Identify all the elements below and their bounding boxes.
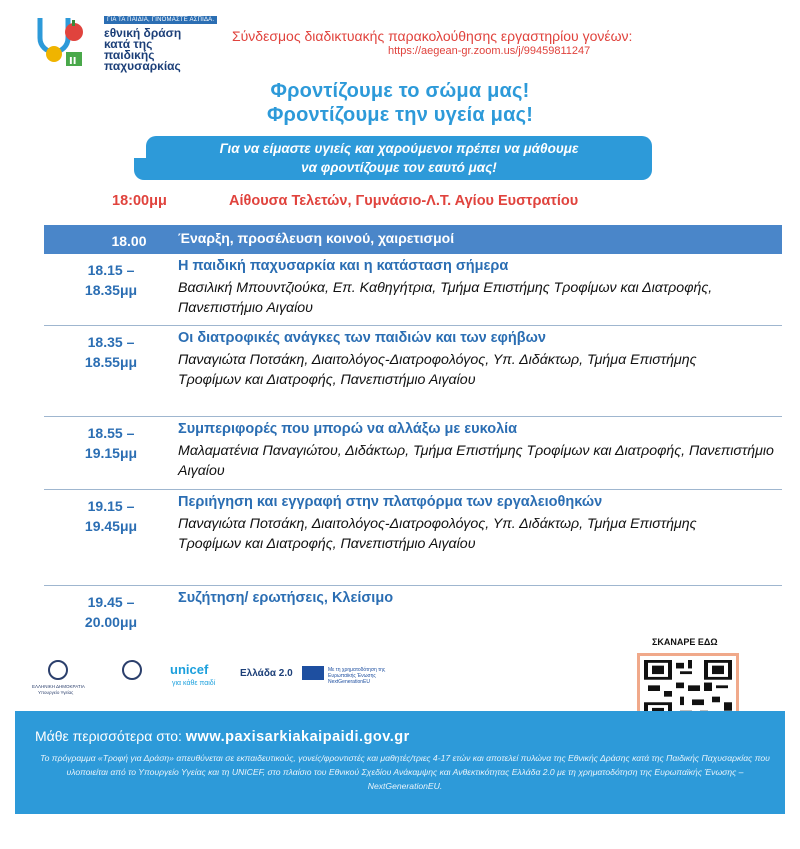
learn-more: Μάθε περισσότερα στο: www.paxisarkiakaipaidi.gov.gr [35, 728, 410, 745]
ministry-seal-icon [122, 660, 142, 680]
session-title: Οι διατροφικές ανάγκες των παιδιών και των εφήβων [178, 330, 546, 346]
ministry-sub: Υπουργείο Υγείας [38, 690, 74, 695]
session-time: 18.00 [111, 233, 147, 249]
campaign-logo [34, 14, 224, 74]
session-speaker: Παναγιώτα Ποτσάκη, Διαιτολόγος-Διατροφολόγος, Υπ. Διδάκτωρ, Τμήμα Επιστήμης Τροφίμων και Διατροφής, Πανεπιστήμιο Αιγαίου [178, 516, 697, 552]
stethoscope-apple-icon [34, 14, 88, 70]
event-venue: Αίθουσα Τελετών, Γυμνάσιο-Λ.Τ. Αγίου Ευστρατίου [229, 193, 579, 209]
logo-tagline: ΓΙΑ ΤΑ ΠΑΙΔΙΑ, ΓΙΝΟΜΑΣΤΕ ΑΣΠΙΔΑ. [104, 16, 217, 24]
partner-logos [30, 658, 400, 698]
table-row [44, 254, 782, 326]
greece-2-0-logo: Ελλάδα 2.0 [240, 668, 293, 679]
website-link[interactable]: www.paxisarkiakaipaidi.gov.gr [185, 729, 410, 745]
session-speaker: Μαλαματένια Παναγιώτου, Διδάκτωρ, Τμήμα Επιστήμης Τροφίμων και Διατροφής, Πανεπιστήμιο Αιγαίου [178, 443, 774, 479]
banner-line-1: Για να είμαστε υγιείς και χαρούμενοι πρέπει να μάθουμε [219, 141, 579, 156]
speech-bubble-banner [146, 136, 652, 180]
session-time: 18.35 – 18.55μμ [84, 334, 138, 370]
session-title: Συζήτηση/ ερωτήσεις, Κλείσιμο [178, 590, 394, 606]
session-time: 18.55 – 19.15μμ [84, 425, 138, 461]
session-speaker: Παναγιώτα Ποτσάκη, Διαιτολόγος-Διατροφολόγος, Υπ. Διδάκτωρ, Τμήμα Επιστήμης Τροφίμων και Διατροφής, Πανεπιστήμιο Αιγαίου [178, 352, 697, 388]
session-title: Συμπεριφορές που μπορώ να αλλάξω με ευκολία [178, 421, 518, 437]
session-time: 18.15 – 18.35μμ [84, 262, 138, 298]
table-row [44, 586, 782, 630]
scan-label: ΣΚΑΝΑΡΕ ΕΔΩ [652, 637, 718, 647]
headline-line-1: Φροντίζουμε το σώμα μας! [270, 80, 530, 102]
session-title: Η παιδική παχυσαρκία και η κατάσταση σήμερα [178, 258, 509, 274]
svg-text:II: II [69, 56, 77, 67]
table-row [44, 326, 782, 417]
eu-flag-icon [302, 666, 324, 680]
ministry-name: ΕΛΛΗΝΙΚΗ ΔΗΜΟΚΡΑΤΙΑ [32, 684, 85, 689]
session-time: 19.45 – 20.00μμ [84, 594, 138, 630]
program-fine-print: Το πρόγραμμα «Τροφή για Δράση» απευθύνεται σε εκπαιδευτικούς, γονείς/φροντιστές και μαθητές/τριες 4-17 ετών και αποτελεί πυλώνα της Εθνικής Δράσης κατά της Παιδικής Παχυσαρκίας που υλοποιείται από το Υπουργείο Υγείας και τη UNICEF, στο πλαίσιο του Εθνικού Σχεδίου Ανάκαμψης και Ανθεκτικότητας Ελλάδα 2.0 με τη χρηματοδότηση της Ευρωπαϊκής Ένωσης – NextGenerationEU. [40, 753, 770, 791]
session-title: Έναρξη, προσέλευση κοινού, χαιρετισμοί [178, 230, 455, 246]
session-time: 19.15 – 19.45μμ [84, 498, 138, 534]
table-row [44, 225, 782, 254]
footer-banner [15, 711, 785, 814]
logo-wordmark: εθνική δράση κατά της παιδικής παχυσαρκίας [104, 26, 182, 73]
session-speaker: Βασιλική Μπουντζιούκα, Επ. Καθηγήτρια, Τμήμα Επιστήμης Τροφίμων και Διατροφής, Πανεπιστήμιο Αιγαίου [178, 280, 713, 316]
banner-line-2: να φροντίζουμε τον εαυτό μας! [301, 160, 497, 175]
eu-funding-text: Με τη χρηματοδότηση της Ευρωπαϊκής Ένωσης NextGenerationEU [328, 667, 386, 685]
program-schedule [44, 225, 782, 630]
table-row [44, 417, 782, 490]
event-time: 18:00μμ [112, 193, 167, 209]
headline-line-2: Φροντίζουμε την υγεία μας! [266, 104, 534, 126]
table-row [44, 490, 782, 586]
ministry-seal-icon [48, 660, 68, 680]
unicef-logo: unicef [170, 662, 209, 677]
online-link-title: Σύνδεσμος διαδικτυακής παρακολούθησης εργαστηρίου γονέων: [232, 28, 633, 44]
zoom-link[interactable]: https://aegean-gr.zoom.us/j/99459811247 [388, 45, 591, 57]
session-title: Περιήγηση και εγγραφή στην πλατφόρμα των εργαλειοθηκών [178, 494, 603, 510]
unicef-tagline: για κάθε παιδί [172, 680, 216, 687]
